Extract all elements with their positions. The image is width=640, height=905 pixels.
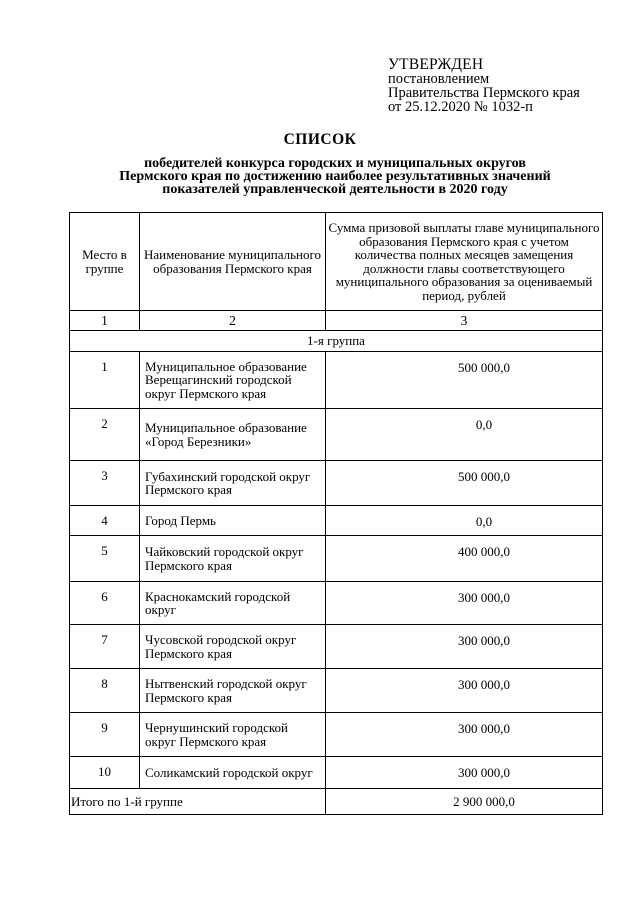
total-amount: 2 900 000,0 (326, 789, 603, 815)
row-place: 3 (70, 461, 140, 506)
approval-stamp (388, 58, 580, 114)
column-number: 3 (326, 311, 603, 331)
row-name: Чусовской городской округ Пермского края (140, 625, 326, 669)
row-name: Нытвенский городской округ Пермского края (140, 669, 326, 713)
subtitle-line-1: победителей конкурса городских и муниципальных округов (144, 156, 526, 171)
column-number: 1 (70, 311, 140, 331)
table-row (70, 757, 603, 789)
total-label: Итого по 1-й группе (70, 789, 326, 815)
row-amount: 500 000,0 (326, 352, 603, 409)
row-name: Краснокамский городской округ (140, 582, 326, 625)
approval-heading: УТВЕРЖДЕН (388, 56, 484, 73)
row-name: Губахинский городской округ Пермского края (140, 461, 326, 506)
row-place: 8 (70, 669, 140, 713)
row-amount: 0,0 (326, 409, 603, 461)
document-title: СПИСОК (283, 131, 357, 148)
row-place: 1 (70, 352, 140, 409)
approval-line-1: постановлением (388, 71, 490, 87)
table-row (70, 461, 603, 506)
row-amount: 400 000,0 (326, 536, 603, 582)
table-row (70, 713, 603, 757)
row-name: Чернушинский городской округ Пермского края (140, 713, 326, 757)
subtitle-line-3: показателей управленческой деятельности в 2020 году (162, 182, 508, 197)
row-amount: 300 000,0 (326, 582, 603, 625)
row-name: Муниципальное образование Верещагинский городской округ Пермского края (140, 352, 326, 409)
row-amount: 0,0 (326, 506, 603, 536)
row-name: Город Пермь (140, 506, 326, 536)
row-name: Муниципальное образование «Город Березники» (140, 409, 326, 461)
row-place: 9 (70, 713, 140, 757)
header-place: Место в группе (70, 213, 140, 311)
table-row (70, 536, 603, 582)
column-number: 2 (140, 311, 326, 331)
row-place: 7 (70, 625, 140, 669)
row-amount: 300 000,0 (326, 713, 603, 757)
row-place: 6 (70, 582, 140, 625)
header-name: Наименование муниципального образования Пермского края (140, 213, 326, 311)
row-amount: 300 000,0 (326, 669, 603, 713)
row-place: 5 (70, 536, 140, 582)
row-name: Соликамский городской округ (140, 757, 326, 789)
table-row (70, 506, 603, 536)
subtitle-line-2: Пермского края по достижению наиболее результативных значений (119, 169, 551, 184)
row-place: 10 (70, 757, 140, 789)
group-label: 1-я группа (70, 331, 603, 352)
table-row (70, 582, 603, 625)
document-subtitle (60, 157, 610, 196)
table-row (70, 352, 603, 409)
approval-line-3: от 25.12.2020 № 1032-п (388, 99, 533, 115)
total-row (70, 789, 603, 815)
column-number-row (70, 311, 603, 331)
table-row (70, 669, 603, 713)
table-header-row (70, 213, 603, 311)
row-amount: 500 000,0 (326, 461, 603, 506)
row-amount: 300 000,0 (326, 757, 603, 789)
group-row (70, 331, 603, 352)
row-name: Чайковский городской округ Пермского края (140, 536, 326, 582)
winners-table (69, 212, 603, 815)
table-row (70, 625, 603, 669)
table-row (70, 409, 603, 461)
approval-line-2: Правительства Пермского края (388, 85, 580, 101)
header-amount: Сумма призовой выплаты главе муниципального образования Пермского края с учетом количества полных месяцев замещения должности главы соответствующего муниципального образования за оцениваемый период, рублей (326, 213, 603, 311)
row-amount: 300 000,0 (326, 625, 603, 669)
row-place: 2 (70, 409, 140, 461)
row-place: 4 (70, 506, 140, 536)
